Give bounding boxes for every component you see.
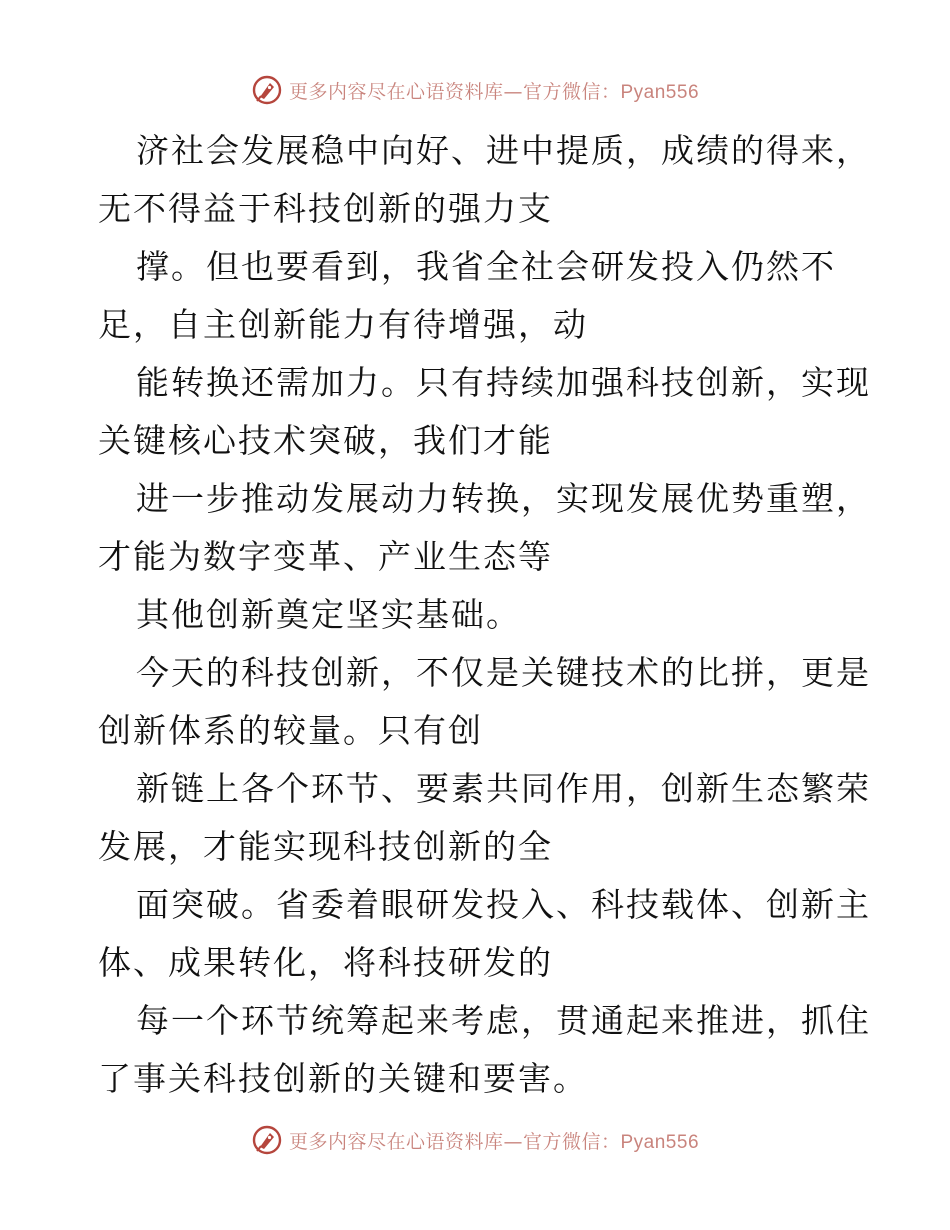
footer-watermark: [0, 1120, 950, 1160]
document-body: [98, 122, 871, 1108]
watermark-text: 更多内容尽在心语资料库—官方微信：Pyan556: [288, 1130, 700, 1153]
body-line: 体、成果转化，将科技研发的: [98, 943, 553, 982]
body-line: 进一步推动发展动力转换，实现发展优势重塑，: [136, 479, 871, 518]
body-paragraph: [98, 122, 871, 1108]
body-line: 足，自主创新能力有待增强，动: [98, 305, 588, 344]
body-line: 无不得益于科技创新的强力支: [98, 189, 553, 228]
body-line: 今天的科技创新，不仅是关键技术的比拼，更是: [136, 653, 871, 692]
body-line: 关键核心技术突破，我们才能: [98, 421, 553, 460]
body-line: 济社会发展稳中向好、进中提质，成绩的得来，: [136, 131, 871, 170]
watermark-wechat-id: Pyan556: [620, 81, 700, 103]
watermark-wechat-id: Pyan556: [620, 1131, 700, 1153]
body-line: 创新体系的较量。只有创: [98, 711, 483, 750]
pen-nib-logo-icon: [251, 74, 283, 106]
body-line: 面突破。省委着眼研发投入、科技载体、创新主: [136, 885, 871, 924]
watermark-text: 更多内容尽在心语资料库—官方微信：Pyan556: [288, 80, 700, 103]
body-line: 才能为数字变革、产业生态等: [98, 537, 553, 576]
body-line: 新链上各个环节、要素共同作用，创新生态繁荣: [136, 769, 871, 808]
body-line: 能转换还需加力。只有持续加强科技创新，实现: [136, 363, 871, 402]
body-line: 了事关科技创新的关键和要害。: [98, 1059, 588, 1098]
watermark-group: [251, 74, 699, 106]
pen-nib-logo-icon: [251, 1124, 283, 1156]
watermark-group: [251, 1124, 699, 1156]
body-line: 每一个环节统筹起来考虑，贯通起来推进，抓住: [136, 1001, 871, 1040]
body-line: 其他创新奠定坚实基础。: [136, 595, 521, 634]
header-watermark: [0, 70, 950, 110]
body-line: 发展，才能实现科技创新的全: [98, 827, 553, 866]
body-line: 撑。但也要看到，我省全社会研发投入仍然不: [136, 247, 836, 286]
